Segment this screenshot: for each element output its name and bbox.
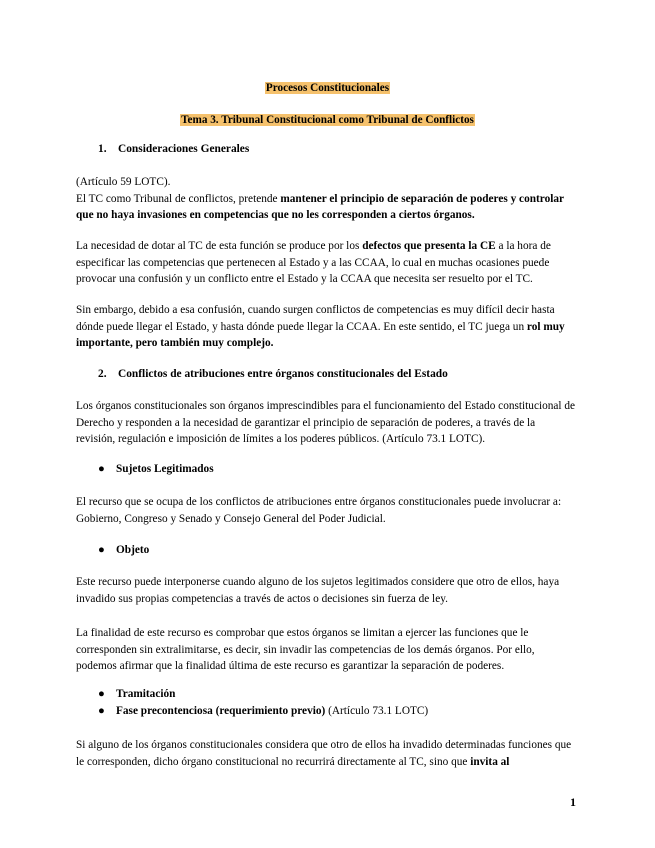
bullet-item-objeto bbox=[98, 544, 149, 556]
bullet-label: Sujetos Legitimados bbox=[116, 463, 214, 475]
paragraph-bold-text: invita al bbox=[470, 755, 510, 768]
document-title-line bbox=[0, 78, 655, 96]
document-title: Procesos Constitucionales bbox=[265, 82, 390, 94]
paragraph-1 bbox=[76, 174, 576, 224]
bullet-icon: ● bbox=[98, 463, 105, 475]
paragraph-text: a la hora de especificar las competencias que pertenecen al Estado y a las CCAA, lo cual en muchas ocasiones puede provocar una confusión y un conflicto entre el Estado y la CCAA que necesita ser resuelto por el TC. bbox=[76, 240, 551, 286]
paragraph-5 bbox=[76, 494, 576, 527]
paragraph-bold-text: mantener el principio de separación de poderes y controlar que no haya invasiones en competencias que no les corresponden a ciertos órganos. bbox=[76, 192, 564, 222]
bullet-icon: ● bbox=[98, 688, 105, 700]
paragraph-text: El recurso que se ocupa de los conflictos de atribuciones entre órganos constitucionales puede involucrar a: Gobierno, Congreso y Senado y Consejo General del Poder Judicial. bbox=[76, 496, 562, 525]
paragraph-text: La finalidad de este recurso es comprobar que estos órganos se limitan a ejercer las funciones que le corresponden sin extralimitarse, es decir, sin invadir las competencias de los demás órganos. Por ello, podemos afirmar que la finalidad última de este recurso es garantizar la separación de poderes. bbox=[76, 627, 535, 673]
paragraph-bold-text: rol muy importante, pero también muy complejo. bbox=[76, 320, 565, 350]
paragraph-text: Los órganos constitucionales son órganos imprescindibles para el funcionamiento del Estado constitucional de Derecho y responden a la necesidad de garantizar el principio de separación de poderes, a través de la revisión, regulación e imposición de límites a los poderes públicos. (Artículo 73.1 LOTC). bbox=[76, 400, 576, 446]
bullet-label: Fase precontenciosa (requerimiento previo) bbox=[116, 705, 326, 717]
paragraph-text: La necesidad de dotar al TC de esta función se produce por los bbox=[76, 240, 363, 252]
section-number: 2. bbox=[98, 368, 107, 380]
document-subtitle: Tema 3. Tribunal Constitucional como Tribunal de Conflictos bbox=[181, 114, 474, 126]
article-reference: (Artículo 59 LOTC). bbox=[76, 176, 171, 188]
bullet-label: Tramitación bbox=[116, 688, 176, 700]
paragraph-bold-text: defectos que presenta la CE bbox=[362, 240, 496, 252]
bullet-icon: ● bbox=[98, 705, 105, 717]
bullet-icon: ● bbox=[98, 544, 105, 556]
section-heading-2 bbox=[98, 368, 448, 380]
paragraph-text: El TC como Tribunal de conflictos, pretende bbox=[76, 192, 281, 205]
bullet-item-tramitacion bbox=[98, 688, 175, 700]
bullet-label: Objeto bbox=[116, 544, 150, 556]
bullet-item-fase-precontenciosa bbox=[98, 705, 428, 717]
document-subtitle-line bbox=[0, 110, 655, 128]
paragraph-4 bbox=[76, 398, 576, 448]
section-title: Consideraciones Generales bbox=[118, 143, 250, 155]
section-title: Conflictos de atribuciones entre órganos constitucionales del Estado bbox=[118, 368, 448, 380]
section-number: 1. bbox=[98, 143, 107, 155]
page-number: 1 bbox=[570, 795, 576, 809]
paragraph-3 bbox=[76, 302, 576, 352]
paragraph-text: Si alguno de los órganos constitucionales considera que otro de ellos ha invadido determinadas funciones que le corresponden, dicho órgano constitucional no recurrirá directamente al TC, sino que bbox=[76, 739, 572, 768]
paragraph-2 bbox=[76, 238, 576, 288]
paragraph-8 bbox=[76, 737, 576, 770]
paragraph-text: Sin embargo, debido a esa confusión, cuando surgen conflictos de competencias es muy difícil decir hasta dónde puede llegar el Estado, y hasta dónde puede llegar la CCAA. En este sentido, el TC juega un bbox=[76, 304, 555, 333]
bullet-text: (Artículo 73.1 LOTC) bbox=[325, 705, 429, 717]
bullet-item-sujetos bbox=[98, 463, 214, 475]
section-heading-1 bbox=[98, 143, 249, 155]
paragraph-7 bbox=[76, 625, 576, 675]
paragraph-text: Este recurso puede interponerse cuando alguno de los sujetos legitimados considere que otro de ellos, haya invadido sus propias competencias a través de actos o decisiones sin fuerza de ley. bbox=[76, 576, 560, 605]
paragraph-6 bbox=[76, 574, 576, 607]
